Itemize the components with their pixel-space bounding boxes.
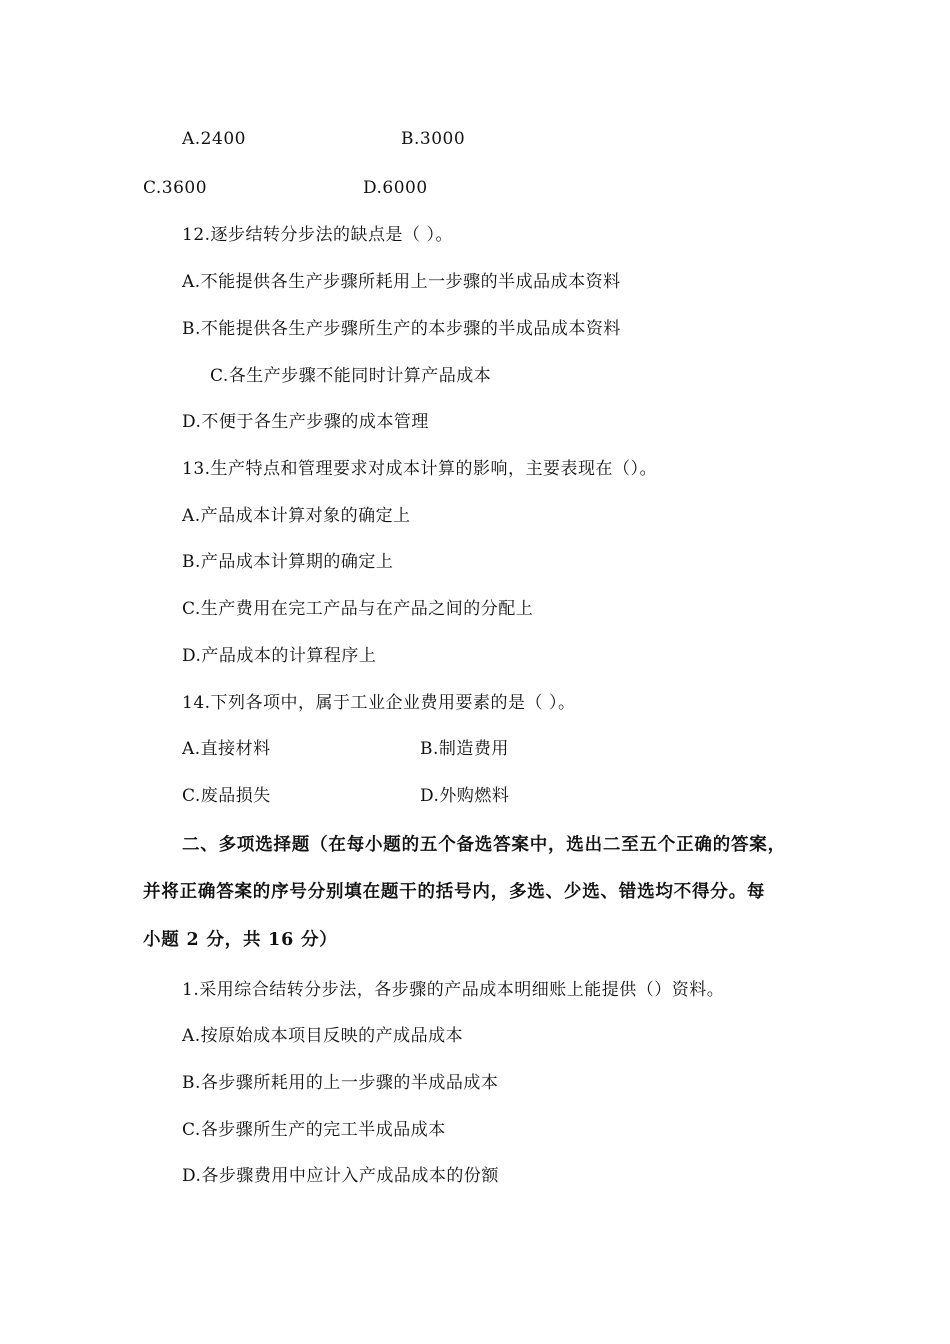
q13-option-c: C.生产费用在完工产品与在产品之间的分配上: [182, 599, 534, 619]
q12-option-c: C.各生产步骤不能同时计算产品成本: [210, 366, 492, 386]
section2-heading-line3: 小题 2 分，共 16 分）: [143, 930, 338, 950]
mq1-option-d: D.各步骤费用中应计入产成品成本的份额: [182, 1166, 499, 1186]
q14-option-b: B.制造费用: [420, 739, 509, 759]
q11-option-a: A.2400: [182, 129, 246, 149]
section2-heading-line2: 并将正确答案的序号分别填在题干的括号内，多选、少选、错选均不得分。每: [143, 882, 766, 902]
q14-option-c: C.废品损失: [182, 786, 271, 806]
q14-stem: 14.下列各项中，属于工业企业费用要素的是（ ）。: [182, 693, 576, 713]
q12-option-b: B.不能提供各生产步骤所生产的本步骤的半成品成本资料: [182, 319, 621, 339]
q13-stem: 13.生产特点和管理要求对成本计算的影响，主要表现在（）。: [182, 459, 658, 479]
mq1-option-a: A.按原始成本项目反映的产成品成本: [182, 1026, 464, 1046]
q12-stem: 12.逐步结转分步法的缺点是（ ）。: [182, 225, 453, 245]
q14-option-a: A.直接材料: [182, 739, 271, 759]
q11-option-b: B.3000: [401, 129, 466, 149]
section2-heading-line1: 二、多项选择题（在每小题的五个备选答案中，选出二至五个正确的答案，: [182, 835, 786, 855]
mq1-stem: 1.采用综合结转分步法，各步骤的产品成本明细账上能提供（）资料。: [182, 980, 725, 1000]
q11-option-d: D.6000: [363, 178, 428, 198]
q14-option-d: D.外购燃料: [420, 786, 510, 806]
mq1-option-b: B.各步骤所耗用的上一步骤的半成品成本: [182, 1073, 499, 1093]
q13-option-a: A.产品成本计算对象的确定上: [182, 506, 411, 526]
q13-option-b: B.产品成本计算期的确定上: [182, 552, 394, 572]
q13-option-d: D.产品成本的计算程序上: [182, 646, 377, 666]
mq1-option-c: C.各步骤所生产的完工半成品成本: [182, 1120, 446, 1140]
q12-option-d: D.不便于各生产步骤的成本管理: [182, 412, 429, 432]
q12-option-a: A.不能提供各生产步骤所耗用上一步骤的半成品成本资料: [182, 272, 621, 292]
q11-option-c: C.3600: [143, 178, 208, 198]
